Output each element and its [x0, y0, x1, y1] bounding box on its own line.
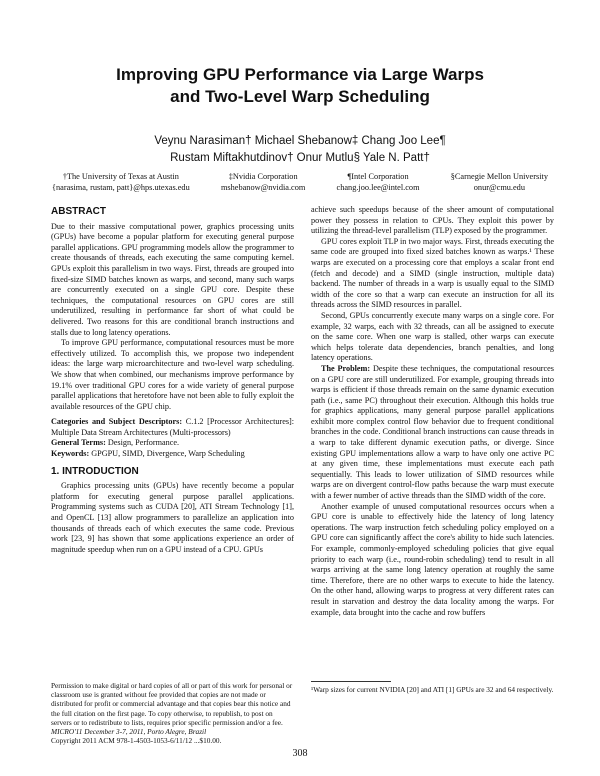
title-line-2: and Two-Level Warp Scheduling — [170, 87, 430, 106]
footnote: ¹Warp sizes for current NVIDIA [20] and ATI [1] GPUs are 32 and 64 respectively. — [311, 685, 554, 694]
problem-text: Despite these techniques, the computational resources on a GPU core are still underutilized. For example, grouping threads into warps is efficient if those threads remain on the same dynamic execution path (i.e., same PC) throughout their execution. Although this holds true for graphics applications, many general purpose parallel applications exhibit more complex control flow behavior due to frequent conditional branches in the code. Conditional branch instructions can cause threads in a warp to take different dynamic execution paths, or diverge. Since existing GPU implementations allow a warp to have only one active PC at any given time, these implementations must execute each path sequentially. This leads to lower utilization of SIMD resources while warps are on divergent control-flow paths because the warp must execute with a fewer number of active threads than the SIMD width of the core. — [311, 363, 554, 501]
intro-paragraph-1: Graphics processing units (GPUs) have recently become a popular platform for executing general purpose parallel applications. Programming systems such as CUDA [20], ATI Stream Technology [1], and OpenCL [13] allow programmers to parallelize an application into thousands of threads each of which executes the same code. Previous work [23, 9] has shown that some applications experience an order of magnitude speedup when run on a GPU instead of a CPU. GPUs — [51, 481, 294, 554]
affiliation-name: §Carnegie Mellon University — [450, 172, 548, 181]
general-terms — [51, 438, 294, 449]
copyright-text: Copyright 2011 ACM 978-1-4503-1053-6/11/12 ...$10.00. — [51, 736, 222, 746]
footnote-rule — [311, 681, 391, 682]
affiliation-intel — [337, 171, 420, 193]
abstract-paragraph-2: To improve GPU performance, computational resources must be more effectively utilized. To accomplish this, we propose two independent ideas: the large warp microarchitecture and two-level warp scheduling. We show that when combined, our mechanisms improve performance by 19.1% over traditional GPU cores for a wide variety of general purpose parallel applications that heretofore have not been able to fully exploit the available resources of the GPU chip. — [51, 338, 294, 411]
keywords — [51, 449, 294, 460]
affiliation-name: †The University of Texas at Austin — [62, 172, 179, 181]
affiliation-email: onur@cmu.edu — [473, 183, 525, 192]
permission-notice — [51, 681, 294, 745]
right-paragraph-2: GPU cores exploit TLP in two major ways. First, threads executing the same code are grouped into fixed sized batches known as warps.¹ These warps are executed on a processing core that employs a scalar front end (fetch and decode) and a SIMD (single instruction, multiple data) backend. The number of threads in a warp is usually equal to the SIMD width of the core so that a warp can execute an instruction for all its threads across the SIMD resources in parallel. — [311, 236, 554, 310]
abstract-heading: ABSTRACT — [51, 206, 106, 217]
title-line-1: Improving GPU Performance via Large Warps — [116, 65, 484, 84]
abstract-paragraph-1: Due to their massive computational power, graphics processing units (GPUs) have become a popular platform for executing general purpose parallel applications. GPU programming models allow the programmer to create thousands of threads, each executing the same computing kernel. GPUs exploit this parallelism in two ways. First, threads are grouped into fixed-size SIMD batches known as warps, and second, many such warps are concurrently executed on a single GPU core. Despite these techniques, the computational resources on GPU cores are still underutilized, resulting in performance far short of what could be delivered. Two reasons for this are conditional branch instructions and stalls due to long latency operations. — [51, 221, 294, 337]
affiliation-nvidia — [221, 171, 305, 193]
affiliation-utexas — [52, 171, 190, 193]
affiliation-email: chang.joo.lee@intel.com — [336, 183, 420, 192]
permission-text: Permission to make digital or hard copies of all or part of this work for personal or classroom use is granted without fee provided that copies are not made or distributed for profit or commercial advantage and that copies bear this notice and the full citation on the first page. To copy otherwise, to republish, to post on servers or to redistribute to lists, requires prior specific permission and/or a fee. — [51, 681, 293, 727]
keywords-label: Keywords: — [51, 449, 90, 459]
right-paragraph-3: Second, GPUs concurrently execute many warps on a single core. For example, 32 warps, each with 32 threads, can all be assigned to execute on the same core. When one warp is stalled, other warps can execute which helps tolerate data dependencies, branch penalties, and long latency operations. — [311, 310, 554, 363]
categories-label: Categories and Subject Descriptors: — [51, 417, 183, 427]
categories-text: C.1.2 [Processor Architectures]: Multiple Data Stream Architectures (Multi-processors) — [51, 417, 295, 437]
terms-text: Design, Performance. — [107, 438, 180, 448]
intro-heading: 1. INTRODUCTION — [51, 465, 139, 477]
right-column — [311, 205, 554, 618]
affiliations — [52, 171, 548, 193]
problem-label: The Problem: — [321, 363, 371, 373]
affiliation-name: ‡Nvidia Corporation — [228, 172, 298, 181]
problem-paragraph — [311, 364, 554, 502]
categories — [51, 417, 294, 438]
conference-text: MICRO'11 December 3-7, 2011, Porto Alegre, Brazil — [51, 727, 207, 737]
author-list — [0, 133, 600, 167]
affiliation-name: ¶Intel Corporation — [347, 172, 409, 181]
right-paragraph-1: achieve such speedups because of the sheer amount of computational power they possess in relation to CPUs. They exploit this power by utilizing the thread-level parallelism (TLP) exposed by the programmer. — [311, 205, 554, 236]
terms-label: General Terms: — [51, 438, 106, 448]
right-paragraph-5: Another example of unused computational resources occurs when a GPU core is unable to effectively hide the latency of long latency operations. The warp instruction fetch scheduling policy employed on a GPU core can significantly affect the core's ability to hide such latencies. For example, commonly-employed scheduling policies that give equal priority to each warp (i.e., round-robin scheduling) tend to result in all warps arriving at the same long latency operation at roughly the same time. Therefore, there are no other warps to execute to hide the latency. On the other hand, allowing warps to progress at very different rates can result in starvation and destroy the data locality among the warps. For example, data brought into the cache and row buffers — [311, 501, 554, 617]
paper-title — [0, 64, 600, 108]
affiliation-cmu — [451, 171, 548, 193]
affiliation-email: mshebanow@nvidia.com — [220, 183, 306, 192]
authors-line-1: Veynu Narasiman† Michael Shebanow‡ Chang Joo Lee¶ — [154, 135, 446, 147]
left-column — [51, 205, 294, 555]
keywords-text: GPGPU, SIMD, Divergence, Warp Scheduling — [91, 449, 245, 459]
page-number: 308 — [292, 748, 308, 759]
affiliation-email: {narasima, rustam, patt}@hps.utexas.edu — [52, 183, 190, 192]
authors-line-2: Rustam Miftakhutdinov† Onur Mutlu§ Yale N. Patt† — [170, 152, 430, 164]
